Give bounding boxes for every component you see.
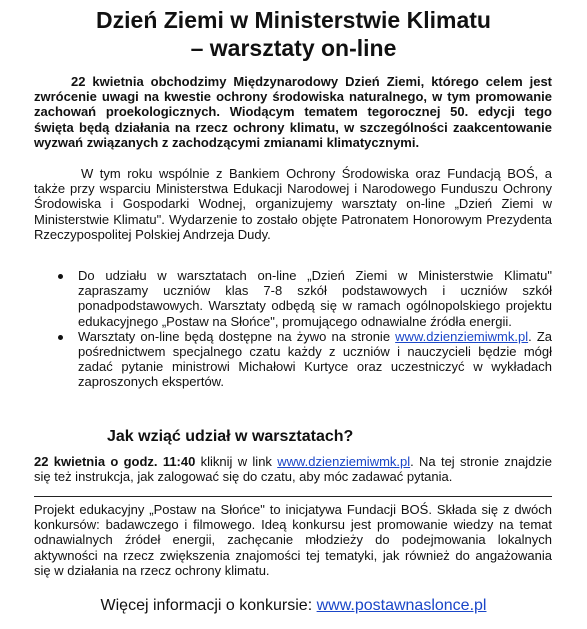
intro-paragraph: 22 kwietnia obchodzimy Międzynarodowy Dzień Ziemi, którego celem jest zwrócenie uwagi na kwestie ochrony środowiska naturalnego, w tym promowanie zachowań proekologicznych. Wiodącym tematem tegorocznej 50. edycji tego święta będą działania na rzecz ochrony klimatu, w szczególności zaakcentowanie wyzwań związanych z zachodzącymi zmianami klimatycznymi. bbox=[34, 74, 552, 150]
bullet-dot-icon bbox=[58, 335, 63, 340]
divider bbox=[34, 496, 552, 497]
title-line-2: – warsztaty on-line bbox=[190, 35, 397, 61]
bullet-text-live-before: Warsztaty on-line będą dostępne na żywo na stronie bbox=[78, 328, 396, 344]
bullet-dot-icon bbox=[58, 274, 63, 279]
event-date: 22 kwietnia o godz. 11:40 bbox=[34, 454, 196, 469]
bullet-text-live-after: . Za pośrednictwem specjalnego czatu każdy z uczniów i nauczycieli będzie mógł zadać pytanie ministrowi Michałowi Kurtyce oraz uczestniczyć w wykładach zaproszonych ekspertów. bbox=[78, 328, 552, 390]
bullet-list bbox=[40, 268, 552, 390]
postawnaslonce-link[interactable]: www.postawnaslonce.pl bbox=[316, 597, 487, 614]
bullet-item-live bbox=[40, 329, 552, 390]
how-paragraph bbox=[34, 454, 552, 484]
how-text-after: . Na tej stronie znajdzie się też instrukcja, jak zalogować się do czatu, aby móc zadawać pytania. bbox=[34, 454, 552, 485]
partners-paragraph: W tym roku wspólnie z Bankiem Ochrony Środowiska oraz Fundacją BOŚ, a także przy wsparciu Ministerstwa Edukacji Narodowej i Narodowego Funduszu Ochrony Środowiska i Gospodarki Wodnej, organizujemy warsztaty on-line „Dzień Ziemi w Ministerstwie Klimatu". Wydarzenie to zostało objęte Patronatem Honorowym Prezydenta Rzeczypospolitej Polskiej Andrzeja Dudy. bbox=[34, 166, 552, 242]
project-paragraph: Projekt edukacyjny „Postaw na Słońce" to inicjatywa Fundacji BOŚ. Składa się z dwóch konkursów: badawczego i filmowego. Ideą konkursu jest promowanie wiedzy na temat odnawialnych źródeł energii, zachęcanie młodzieży do podejmowania lokalnych aktywności na rzecz zwiększenia znajomości tej tematyki, jak również do angażowania się w działania na rzecz ochrony klimatu. bbox=[34, 502, 552, 578]
dzienziemi-link[interactable]: www.dzienziemiwmk.pl bbox=[395, 328, 529, 344]
bullet-text-participants: Do udziału w warsztatach on-line „Dzień Ziemi w Ministerstwie Klimatu" zapraszamy uczniów klas 7-8 szkół podstawowych i uczniów szkół ponadpodstawowych. Warsztaty odbędą się w ramach ogólnopolskiego projektu edukacyjnego „Postaw na Słońce", promującego odnawialne źródła energii. bbox=[78, 268, 552, 329]
how-text-before: kliknij w link bbox=[195, 454, 278, 469]
how-dzienziemi-link[interactable]: www.dzienziemiwmk.pl bbox=[277, 454, 411, 469]
more-info-label: Więcej informacji o konkursie: bbox=[100, 597, 317, 614]
section-heading-how: Jak wziąć udział w warsztatach? bbox=[107, 428, 354, 445]
page-title bbox=[0, 6, 587, 62]
title-line-1: Dzień Ziemi w Ministerstwie Klimatu bbox=[96, 7, 491, 33]
bullet-item-participants bbox=[40, 268, 552, 329]
more-info-line bbox=[0, 596, 587, 616]
